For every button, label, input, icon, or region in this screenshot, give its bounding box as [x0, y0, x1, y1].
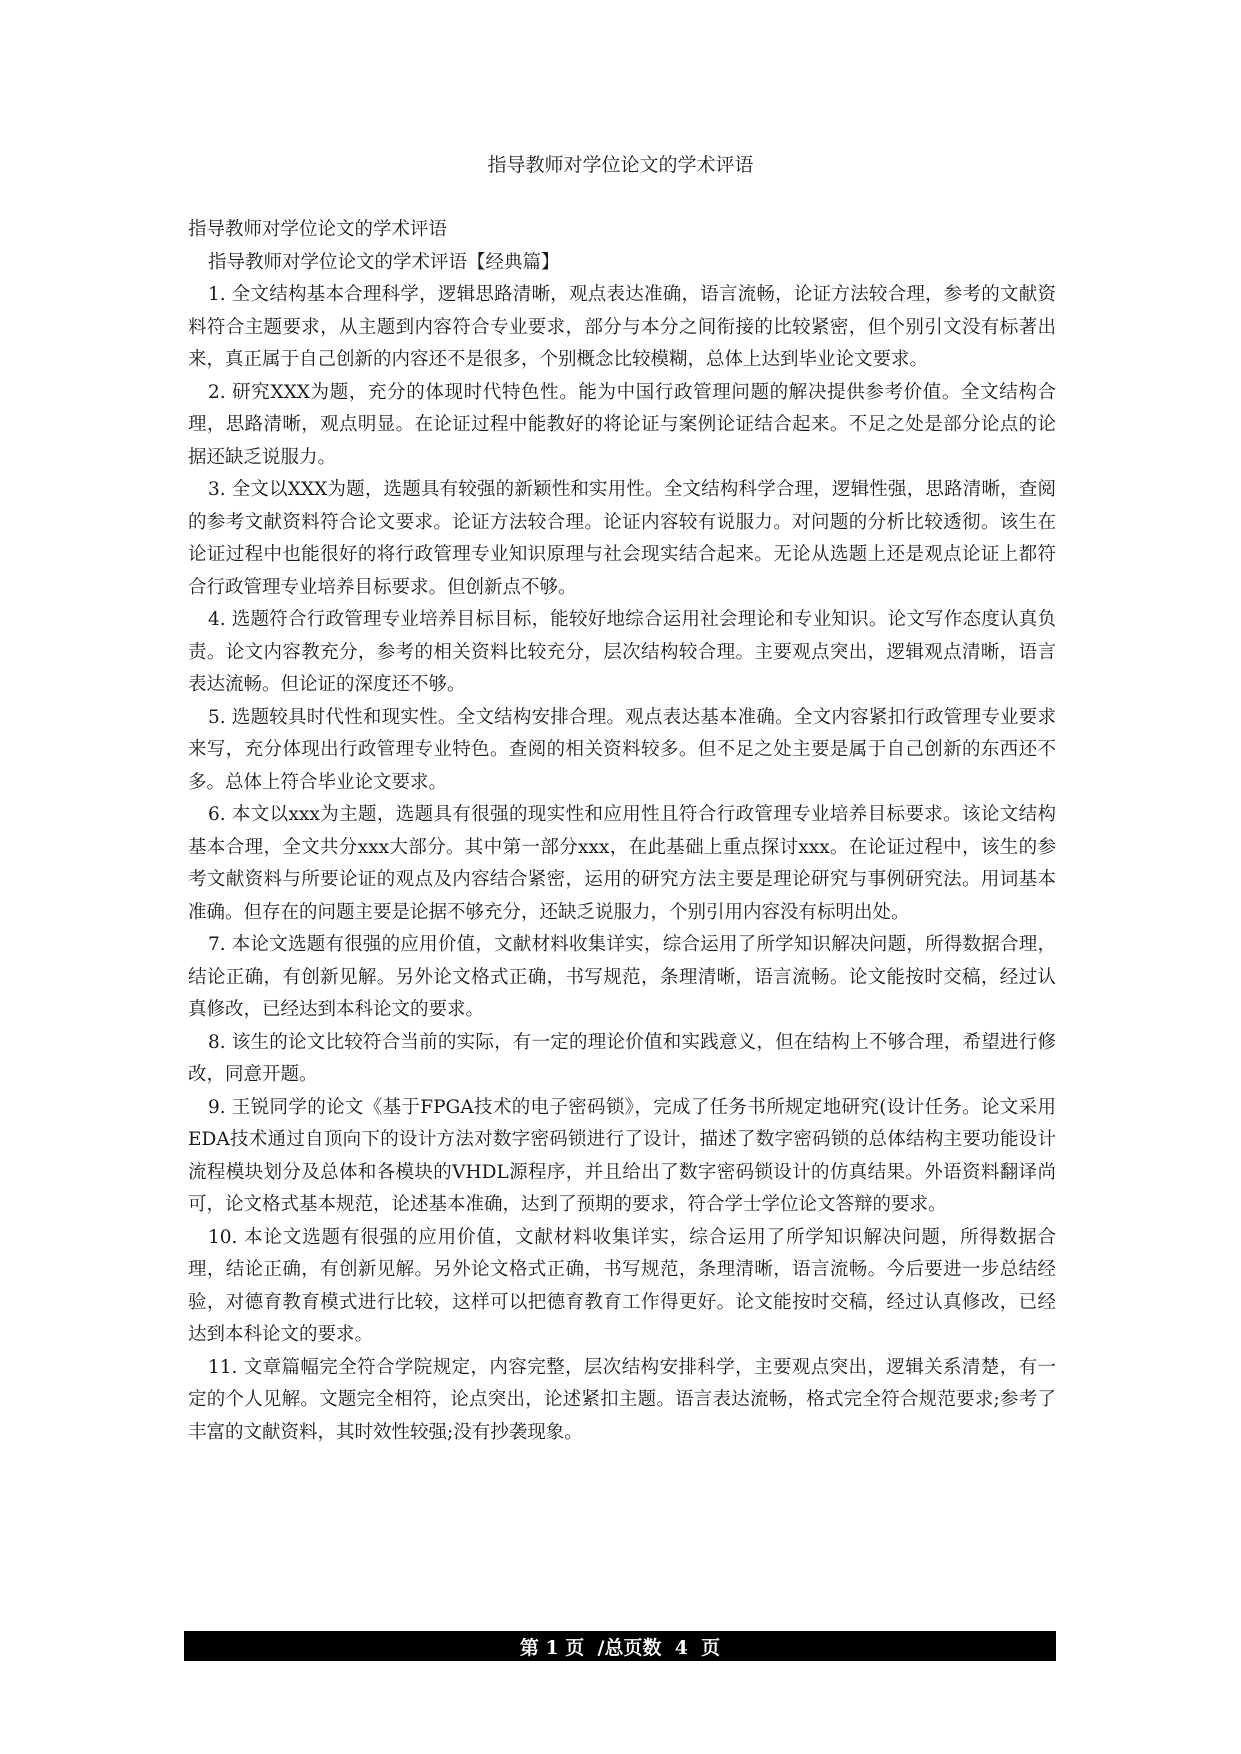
comment-paragraph-10: 10. 本论文选题有很强的应用价值，文献材料收集详实，综合运用了所学知识解决问题，所得数据合理，结论正确，有创新见解。另外论文格式正确，书写规范，条理清晰，语言流畅。今后要进一步总结经验，对德育教育模式进行比较，这样可以把德育教育工作得更好。论文能按时交稿，经过认真修改，已经达到本科论文的要求。 — [188, 1226, 1056, 1345]
comment-paragraph-11: 11. 文章篇幅完全符合学院规定，内容完整，层次结构安排科学，主要观点突出，逻辑关系清楚，有一定的个人见解。文题完全相符，论点突出，论述紧扣主题。语言表达流畅，格式完全符合规范要求;参考了丰富的文献资料，其时效性较强;没有抄袭现象。 — [188, 1356, 1056, 1443]
page-footer-bar — [184, 1631, 1056, 1661]
comment-paragraph-6: 6. 本文以xxx为主题，选题具有很强的现实性和应用性且符合行政管理专业培养目标要求。该论文结构基本合理，全文共分xxx大部分。其中第一部分xxx，在此基础上重点探讨xxx。在论证过程中，该生的参考文献资料与所要论证的观点及内容结合紧密，运用的研究方法主要是理论研究与事例研究法。用词基本准确。但存在的问题主要是论据不够充分，还缺乏说服力，个别引用内容没有标明出处。 — [188, 804, 1056, 923]
comment-paragraph-1: 1. 全文结构基本合理科学，逻辑思路清晰，观点表达准确，语言流畅，论证方法较合理，参考的文献资料符合主题要求，从主题到内容符合专业要求，部分与本分之间衔接的比较紧密，但个别引文没有标著出来，真正属于自己创新的内容还不是很多，个别概念比较模糊，总体上达到毕业论文要求。 — [188, 284, 1056, 370]
document-subheading: 指导教师对学位论文的学术评语【经典篇】 — [208, 251, 560, 273]
comment-paragraph-4: 4. 选题符合行政管理专业培养目标目标，能较好地综合运用社会理论和专业知识。论文写作态度认真负责。论文内容教充分，参考的相关资料比较充分，层次结构较合理。主要观点突出，逻辑观点清晰，语言表达流畅。但论证的深度还不够。 — [188, 609, 1056, 695]
page-title: 指导教师对学位论文的学术评语 — [487, 154, 754, 176]
document-body — [188, 214, 1056, 1449]
comment-paragraph-5: 5. 选题较具时代性和现实性。全文结构安排合理。观点表达基本准确。全文内容紧扣行政管理专业要求来写，充分体现出行政管理专业特色。查阅的相关资料较多。但不足之处主要是属于自己创新的东西还不多。总体上符合毕业论文要求。 — [188, 706, 1056, 793]
comment-paragraph-9: 9. 王锐同学的论文《基于FPGA技术的电子密码锁》，完成了任务书所规定地研究(设计任务。论文采用EDA技术通过自顶向下的设计方法对数字密码锁进行了设计，描述了数字密码锁的总体结构主要功能设计流程模块划分及总体和各模块的VHDL源程序，并且给出了数字密码锁设计的仿真结果。外语资料翻译尚可，论文格式基本规范，论述基本准确，达到了预期的要求，符合学士学位论文答辩的要求。 — [188, 1096, 1056, 1215]
comment-paragraph-8: 8. 该生的论文比较符合当前的实际，有一定的理论价值和实践意义，但在结构上不够合理，希望进行修改，同意开题。 — [188, 1031, 1056, 1085]
document-heading: 指导教师对学位论文的学术评语 — [188, 219, 448, 240]
page-number-label: 第 1 页 /总页数 4 页 — [519, 1636, 721, 1659]
comment-paragraph-7: 7. 本论文选题有很强的应用价值，文献材料收集详实，综合运用了所学知识解决问题，所得数据合理，结论正确，有创新见解。另外论文格式正确，书写规范，条理清晰，语言流畅。论文能按时交稿，经过认真修改，已经达到本科论文的要求。 — [188, 934, 1056, 1020]
comment-paragraph-3: 3. 全文以XXX为题，选题具有较强的新颖性和实用性。全文结构科学合理，逻辑性强，思路清晰，查阅的参考文献资料符合论文要求。论证方法较合理。论证内容较有说服力。对问题的分析比较透彻。该生在论证过程中也能很好的将行政管理专业知识原理与社会现实结合起来。无论从选题上还是观点论证上都符合行政管理专业培养目标要求。但创新点不够。 — [188, 479, 1056, 598]
comment-paragraph-2: 2. 研究XXX为题，充分的体现时代特色性。能为中国行政管理问题的解决提供参考价值。全文结构合理，思路清晰，观点明显。在论证过程中能教好的将论证与案例论证结合起来。不足之处是部分论点的论据还缺乏说服力。 — [188, 381, 1056, 468]
